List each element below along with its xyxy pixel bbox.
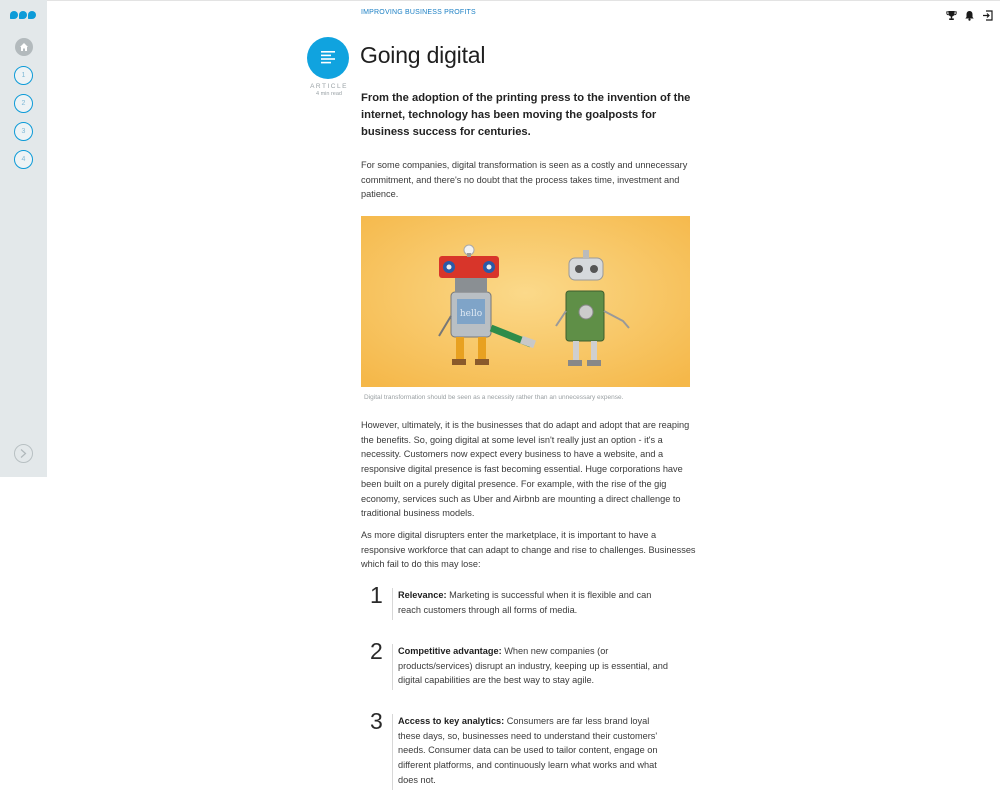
list-term: Competitive advantage:	[398, 646, 502, 656]
chevron-right-icon	[20, 449, 27, 458]
article-paragraph-1: For some companies, digital transformation is seen as a costly and unnecessary commitment, and there's no doubt that the process takes time, investment and patience.	[361, 160, 688, 200]
trophy-icon[interactable]	[946, 8, 957, 19]
rail-step-3[interactable]: 3	[14, 122, 33, 141]
list-item-text	[398, 644, 668, 688]
list-number: 2	[370, 638, 383, 664]
article-paragraph-3: As more digital disrupters enter the marketplace, it is important to have a responsive workforce that can adapt to change and rise to challenges. Businesses which fail to do this may lose:	[361, 530, 696, 570]
brand-logo[interactable]	[10, 10, 36, 22]
article-image	[361, 216, 690, 387]
list-description: Consumers are far less brand loyal these days, so, businesses need to understand their customers' needs. Consumer data can be used to tailor content, engage on different platforms, and continuously learn what works and what does not.	[398, 716, 658, 785]
bell-icon[interactable]	[964, 8, 975, 19]
rail-step-2[interactable]: 2	[14, 94, 33, 113]
rail-step-4[interactable]: 4	[14, 150, 33, 169]
content-type-label: ARTICLE	[310, 83, 348, 90]
list-divider	[392, 644, 393, 690]
top-border	[0, 0, 1000, 1]
list-term: Relevance:	[398, 590, 447, 600]
list-description: When new companies (or products/services) disrupt an industry, keeping up is essential, and digital capabilities are the best way to stay agile.	[398, 646, 668, 686]
progress-rail	[0, 0, 47, 477]
rail-step-1[interactable]: 1	[14, 66, 33, 85]
list-term: Access to key analytics:	[398, 716, 505, 726]
list-divider	[392, 588, 393, 620]
list-number: 1	[370, 582, 383, 608]
page-title: Going digital	[360, 42, 486, 68]
list-item-text	[398, 588, 668, 617]
home-button[interactable]	[15, 38, 33, 56]
next-button[interactable]	[14, 444, 33, 463]
list-number: 3	[370, 708, 383, 734]
article-icon	[320, 50, 336, 66]
article-lead: From the adoption of the printing press to the invention of the internet, technology has been moving the goalposts for business success for centuries.	[361, 92, 691, 138]
list-item-text	[398, 714, 668, 788]
home-icon	[19, 42, 29, 52]
article-paragraph-2: However, ultimately, it is the businesses that do adapt and adopt that are reaping the benefits. So, going digital at some level isn't really just an option - it's a necessity. Customers now expect every business to have a website, and a responsive digital presence is fast becoming essential. Huge corporations have been built on a purely digital presence. For example, with the rise of the gig economy, services such as Uber and Airbnb are mounting a direct challenge to traditional business models.	[361, 420, 690, 519]
image-caption: Digital transformation should be seen as a necessity rather than an unnecessary expense.	[364, 394, 624, 401]
breadcrumb[interactable]: IMPROVING BUSINESS PROFITS	[361, 9, 476, 16]
logout-icon[interactable]	[982, 8, 993, 19]
read-time: 4 min read	[316, 91, 342, 97]
article-badge	[307, 37, 349, 79]
robot-screen-text: hello	[459, 309, 483, 319]
list-description: Marketing is successful when it is flexible and can reach customers through all forms of media.	[398, 590, 652, 615]
list-divider	[392, 714, 393, 790]
top-icons	[946, 8, 993, 19]
